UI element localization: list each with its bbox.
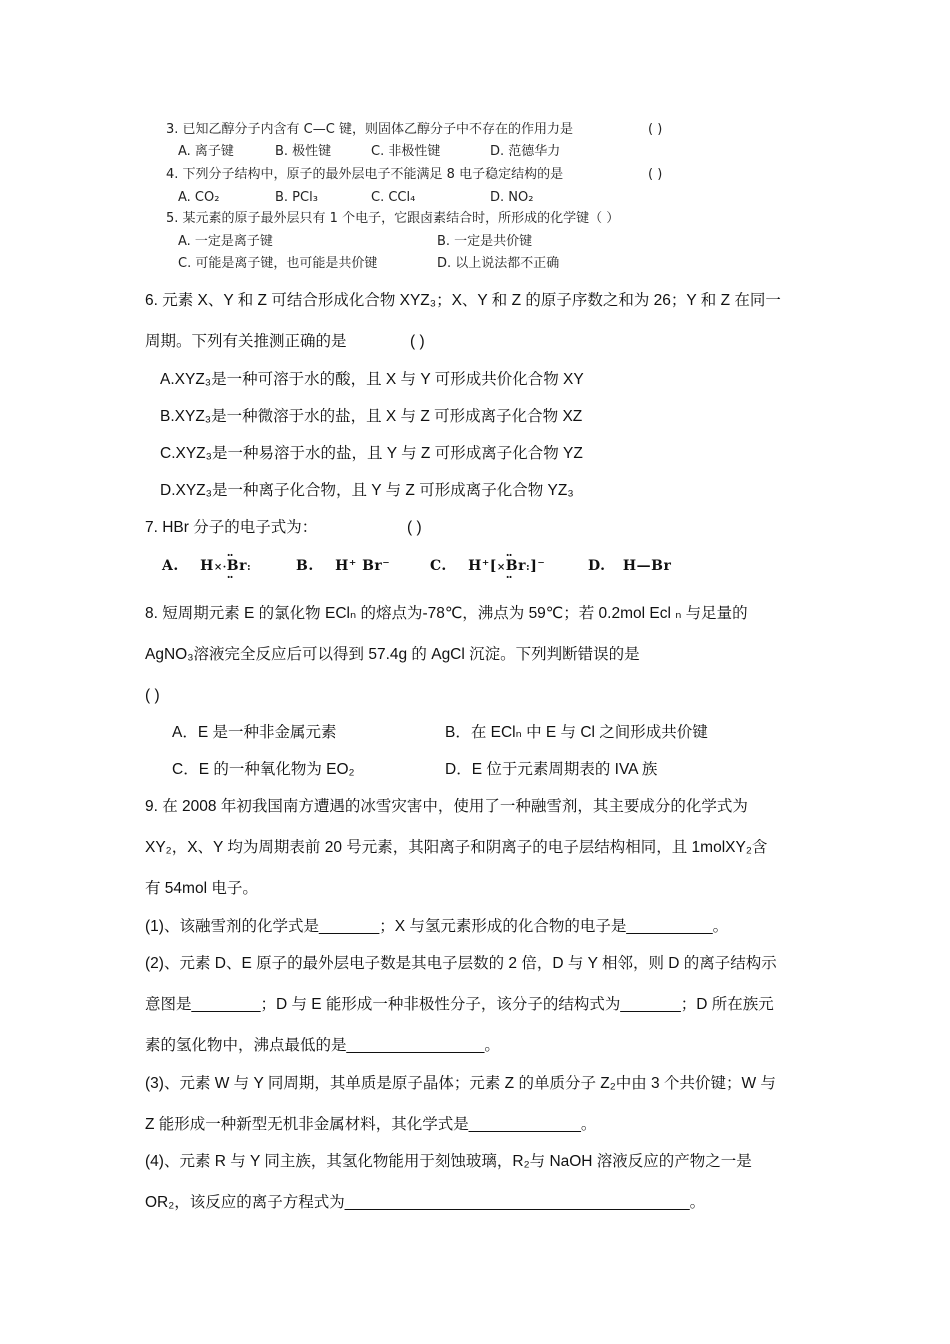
q8-option-c: C．E 的一种氧化物为 EO₂ [172, 761, 355, 778]
q7-option-d-formula: H—Br [622, 558, 672, 574]
q3-option-a: A. 离子键 [178, 144, 234, 159]
q9-part4-line2: OR₂，该反应的离子方程式为________________________________________。 [145, 1194, 706, 1211]
q7-option-a-bromine: ·· Br ·· [227, 558, 247, 575]
q9-stem-line1: 9. 在 2008 年初我国南方遭遇的冰雪灾害中，使用了一种融雪剂，其主要成分的化学式为 [145, 798, 748, 815]
q9-part3-line1: (3)、元素 W 与 Y 同周期，其单质是原子晶体；元素 Z 的单质分子 Z₂中由 3 个共价键；W 与 [145, 1075, 776, 1092]
electron-pair-icon: : [246, 562, 252, 573]
q5-option-a: A. 一定是离子键 [178, 234, 273, 249]
q6-option-a: A.XYZ₃是一种可溶于水的酸，且 X 与 Y 可形成共价化合物 XY [160, 371, 584, 388]
q7-option-c-post: ]⁻ [530, 558, 546, 574]
q7-option-d-label: D. [588, 558, 606, 574]
q7-option-c-pre: H⁺[ [468, 558, 497, 574]
q3-answer-paren: ( ) [648, 122, 663, 137]
q4-option-a: A. CO₂ [178, 190, 220, 205]
q6-stem-line1: 6. 元素 X、Y 和 Z 可结合形成化合物 XYZ₃；X、Y 和 Z 的原子序数之和为 26；Y 和 Z 在同一 [145, 292, 781, 309]
q7-option-c-label: C. [430, 558, 447, 574]
q8-stem-line1: 8. 短周期元素 E 的氯化物 EClₙ 的熔点为-78℃，沸点为 59℃；若 0.2mol Ecl ₙ 与足量的 [145, 605, 748, 622]
q4-stem: 4. 下列分子结构中，原子的最外层电子不能满足 8 电子稳定结构的是 [166, 167, 564, 182]
electron-pair-icon: : [526, 562, 531, 573]
q6-stem-line2: 周期。下列有关推测正确的是 [145, 333, 347, 350]
q9-stem-line2: XY₂，X、Y 均为周期表前 20 号元素，其阳离子和阴离子的电子层结构相同，且 1molXY₂含 [145, 839, 768, 856]
q9-stem-line3: 有 54mol 电子。 [145, 880, 258, 897]
q7-option-b-formula: H⁺ Br⁻ [335, 558, 391, 574]
q8-option-b: B．在 EClₙ 中 E 与 Cl 之间形成共价键 [445, 724, 708, 741]
q5-option-b: B. 一定是共价键 [437, 234, 533, 249]
q9-part1: (1)、该融雪剂的化学式是_______；X 与氢元素形成的化合物的电子是__________。 [145, 918, 729, 935]
q7-option-c-bromine: ·· Br ·· [506, 558, 526, 575]
q5-stem: 5. 某元素的原子最外层只有 1 个电子，它跟卤素结合时，所形成的化学键（ ） [166, 211, 620, 226]
q6-answer-paren: ( ) [410, 333, 425, 350]
q8-stem-line2: AgNO₃溶液完全反应后可以得到 57.4g 的 AgCl 沉淀。下列判断错误的是 [145, 646, 640, 663]
q9-part2-line3: 素的氢化物中，沸点最低的是________________。 [145, 1037, 500, 1054]
q5-option-c: C. 可能是离子键，也可能是共价键 [178, 256, 378, 271]
q4-option-d: D. NO₂ [490, 190, 534, 205]
q8-option-a: A．E 是一种非金属元素 [172, 724, 337, 741]
q3-option-c: C. 非极性键 [371, 144, 441, 159]
q9-part2-line1: (2)、元素 D、E 原子的最外层电子数是其电子层数的 2 倍，D 与 Y 相邻，则 D 的离子结构示 [145, 955, 777, 972]
q4-option-c: C. CCl₄ [371, 190, 416, 205]
q3-stem: 3. 已知乙醇分子内含有 C—C 键，则固体乙醇分子中不存在的作用力是 [166, 122, 573, 137]
q4-answer-paren: ( ) [648, 167, 663, 182]
q6-option-d: D.XYZ₃是一种离子化合物，且 Y 与 Z 可形成离子化合物 YZ₃ [160, 482, 574, 499]
q7-option-d [588, 558, 671, 575]
electron-pair-icon: × [496, 562, 506, 573]
q8-answer-paren: ( ) [145, 687, 160, 704]
electron-pair-icon: ×· [213, 562, 227, 573]
q8-option-d: D．E 位于元素周期表的 IVA 族 [445, 761, 658, 778]
q7-option-b-label: B. [296, 558, 314, 574]
q3-option-b: B. 极性键 [275, 144, 332, 159]
q6-option-c: C.XYZ₃是一种易溶于水的盐，且 Y 与 Z 可形成离子化合物 YZ [160, 445, 583, 462]
q7-option-c [430, 558, 545, 575]
q9-part2-line2: 意图是________；D 与 E 能形成一种非极性分子，该分子的结构式为_______；D 所在族元 [145, 996, 774, 1013]
q9-part4-line1: (4)、元素 R 与 Y 同主族，其氢化物能用于刻蚀玻璃，R₂与 NaOH 溶液反应的产物之一是 [145, 1153, 752, 1170]
q7-option-a [162, 558, 251, 575]
q4-option-b: B. PCl₃ [275, 190, 318, 205]
q7-option-b [296, 558, 390, 575]
q7-stem: 7. HBr 分子的电子式为： [145, 519, 318, 536]
q5-option-d: D. 以上说法都不正确 [437, 256, 560, 271]
q3-option-d: D. 范德华力 [490, 144, 561, 159]
q7-answer-paren: ( ) [407, 519, 422, 536]
q7-option-a-label: A. [162, 558, 179, 574]
q6-option-b: B.XYZ₃是一种微溶于水的盐，且 X 与 Z 可形成离子化合物 XZ [160, 408, 583, 425]
q7-option-a-hydrogen: H [200, 558, 214, 574]
q9-part3-line2: Z 能形成一种新型无机非金属材料，其化学式是_____________。 [145, 1116, 597, 1133]
